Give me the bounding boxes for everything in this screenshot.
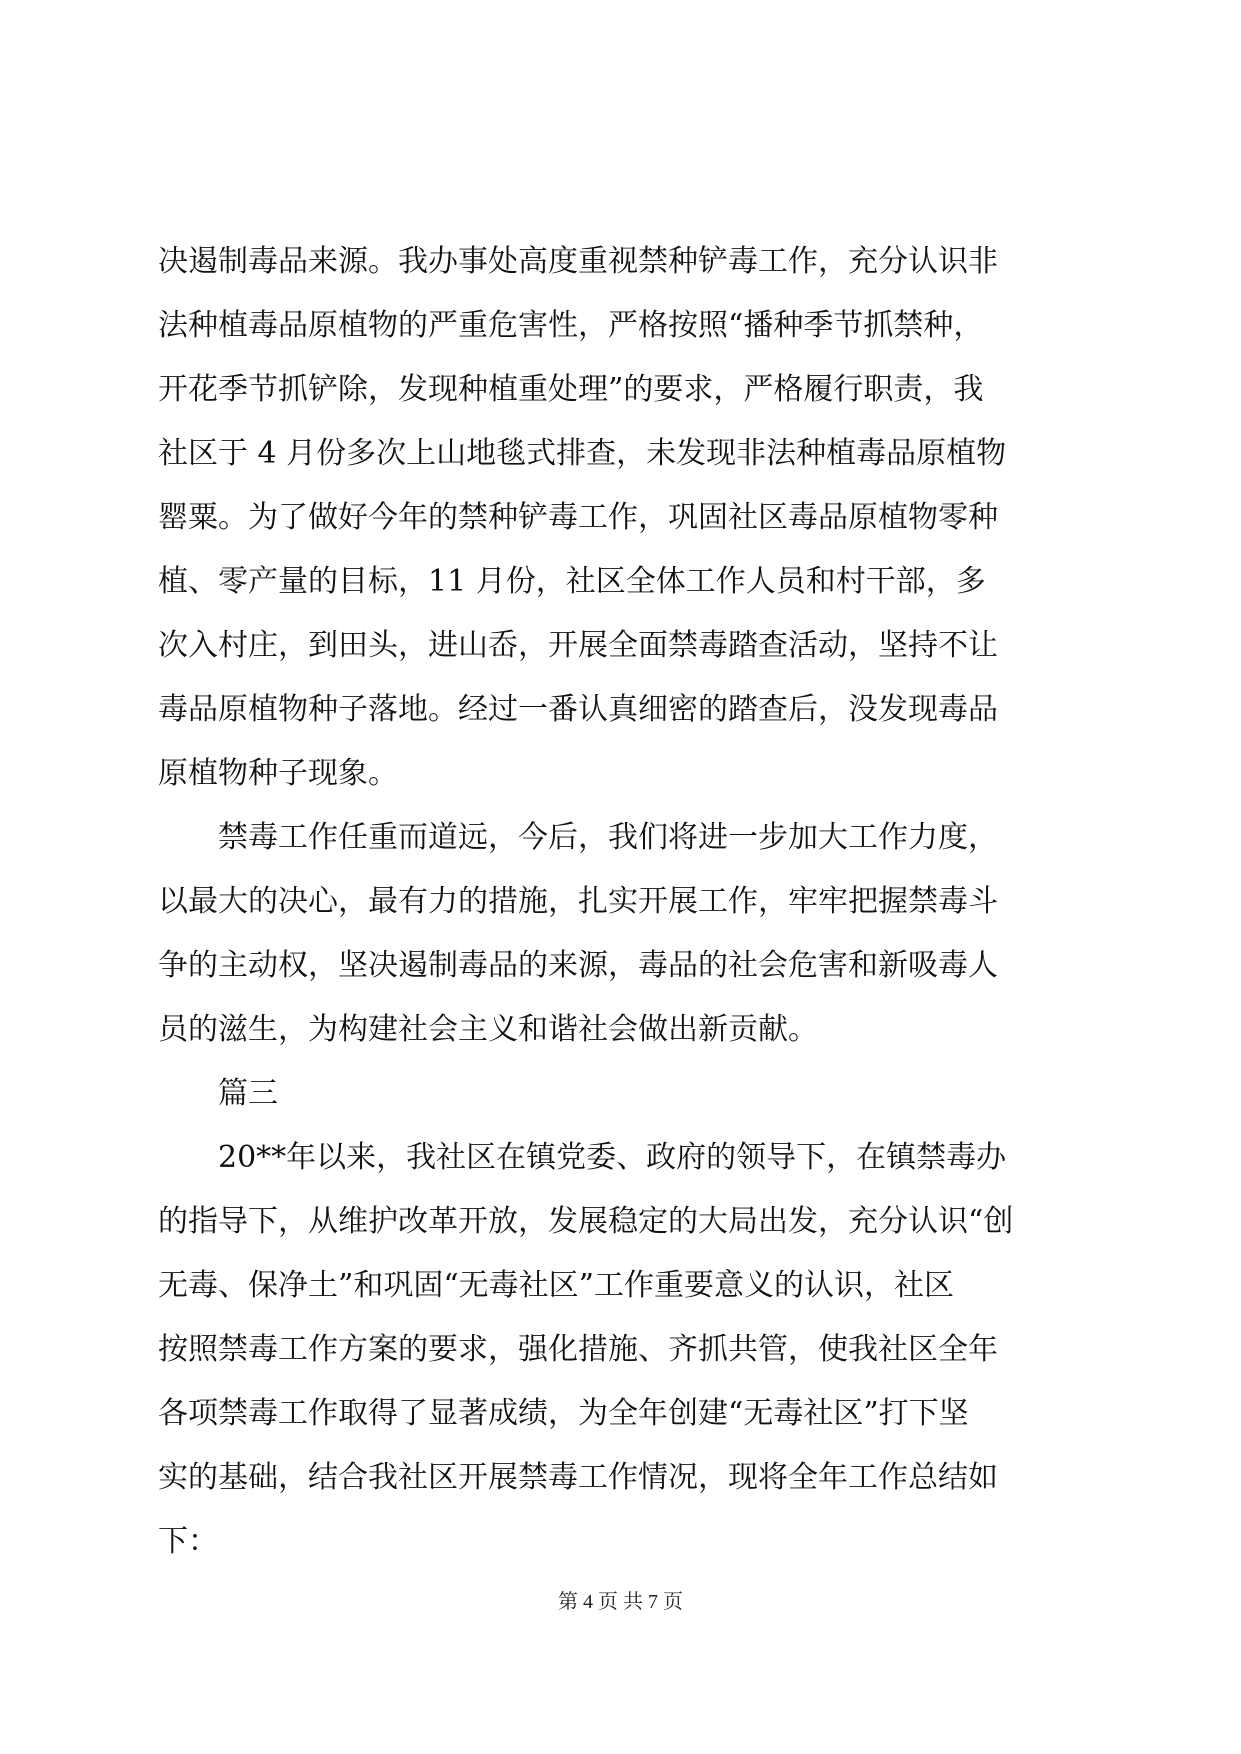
text-line: 各项禁毒工作取得了显著成绩，为全年创建“无毒社区”打下坚 <box>158 1396 969 1431</box>
text-line: 次入村庄，到田头，进山岙，开展全面禁毒踏查活动，坚持不让 <box>158 628 998 663</box>
text-line: 实的基础，结合我社区开展禁毒工作情况，现将全年工作总结如 <box>158 1460 998 1495</box>
text-line: 原植物种子现象。 <box>158 756 398 791</box>
text-line: 以最大的决心，最有力的措施，扎实开展工作，牢牢把握禁毒斗 <box>158 884 998 919</box>
text-line: 罂粟。为了做好今年的禁种铲毒工作，巩固社区毒品原植物零种 <box>158 500 998 535</box>
text-line: 20**年以来，我社区在镇党委、政府的领导下，在镇禁毒办 <box>158 1140 1007 1175</box>
section-heading: 篇三 <box>158 1076 278 1111</box>
body-text <box>158 230 1088 1574</box>
text-line: 员的滋生，为构建社会主义和谐社会做出新贡献。 <box>158 1012 818 1047</box>
text-line: 决遏制毒品来源。我办事处高度重视禁种铲毒工作，充分认识非 <box>158 244 998 279</box>
text-line: 植、零产量的目标，11 月份，社区全体工作人员和村干部，多 <box>158 564 986 599</box>
text-line: 下： <box>158 1524 218 1559</box>
text-line: 社区于 4 月份多次上山地毯式排查，未发现非法种植毒品原植物 <box>158 436 1007 471</box>
text-line: 开花季节抓铲除，发现种植重处理”的要求，严格履行职责，我 <box>158 372 984 407</box>
text-line: 的指导下，从维护改革开放，发展稳定的大局出发，充分认识“创 <box>158 1204 1014 1239</box>
text-line: 法种植毒品原植物的严重危害性，严格按照“播种季节抓禁种， <box>158 308 984 343</box>
text-line: 争的主动权，坚决遏制毒品的来源，毒品的社会危害和新吸毒人 <box>158 948 998 983</box>
text-line: 按照禁毒工作方案的要求，强化措施、齐抓共管，使我社区全年 <box>158 1332 998 1367</box>
text-line: 禁毒工作任重而道远，今后，我们将进一步加大工作力度， <box>158 820 998 855</box>
page-footer: 第 4 页 共 7 页 <box>558 1591 683 1613</box>
text-line: 无毒、保净土”和巩固“无毒社区”工作重要意义的认识，社区 <box>158 1268 955 1303</box>
text-line: 毒品原植物种子落地。经过一番认真细密的踏查后，没发现毒品 <box>158 692 998 727</box>
